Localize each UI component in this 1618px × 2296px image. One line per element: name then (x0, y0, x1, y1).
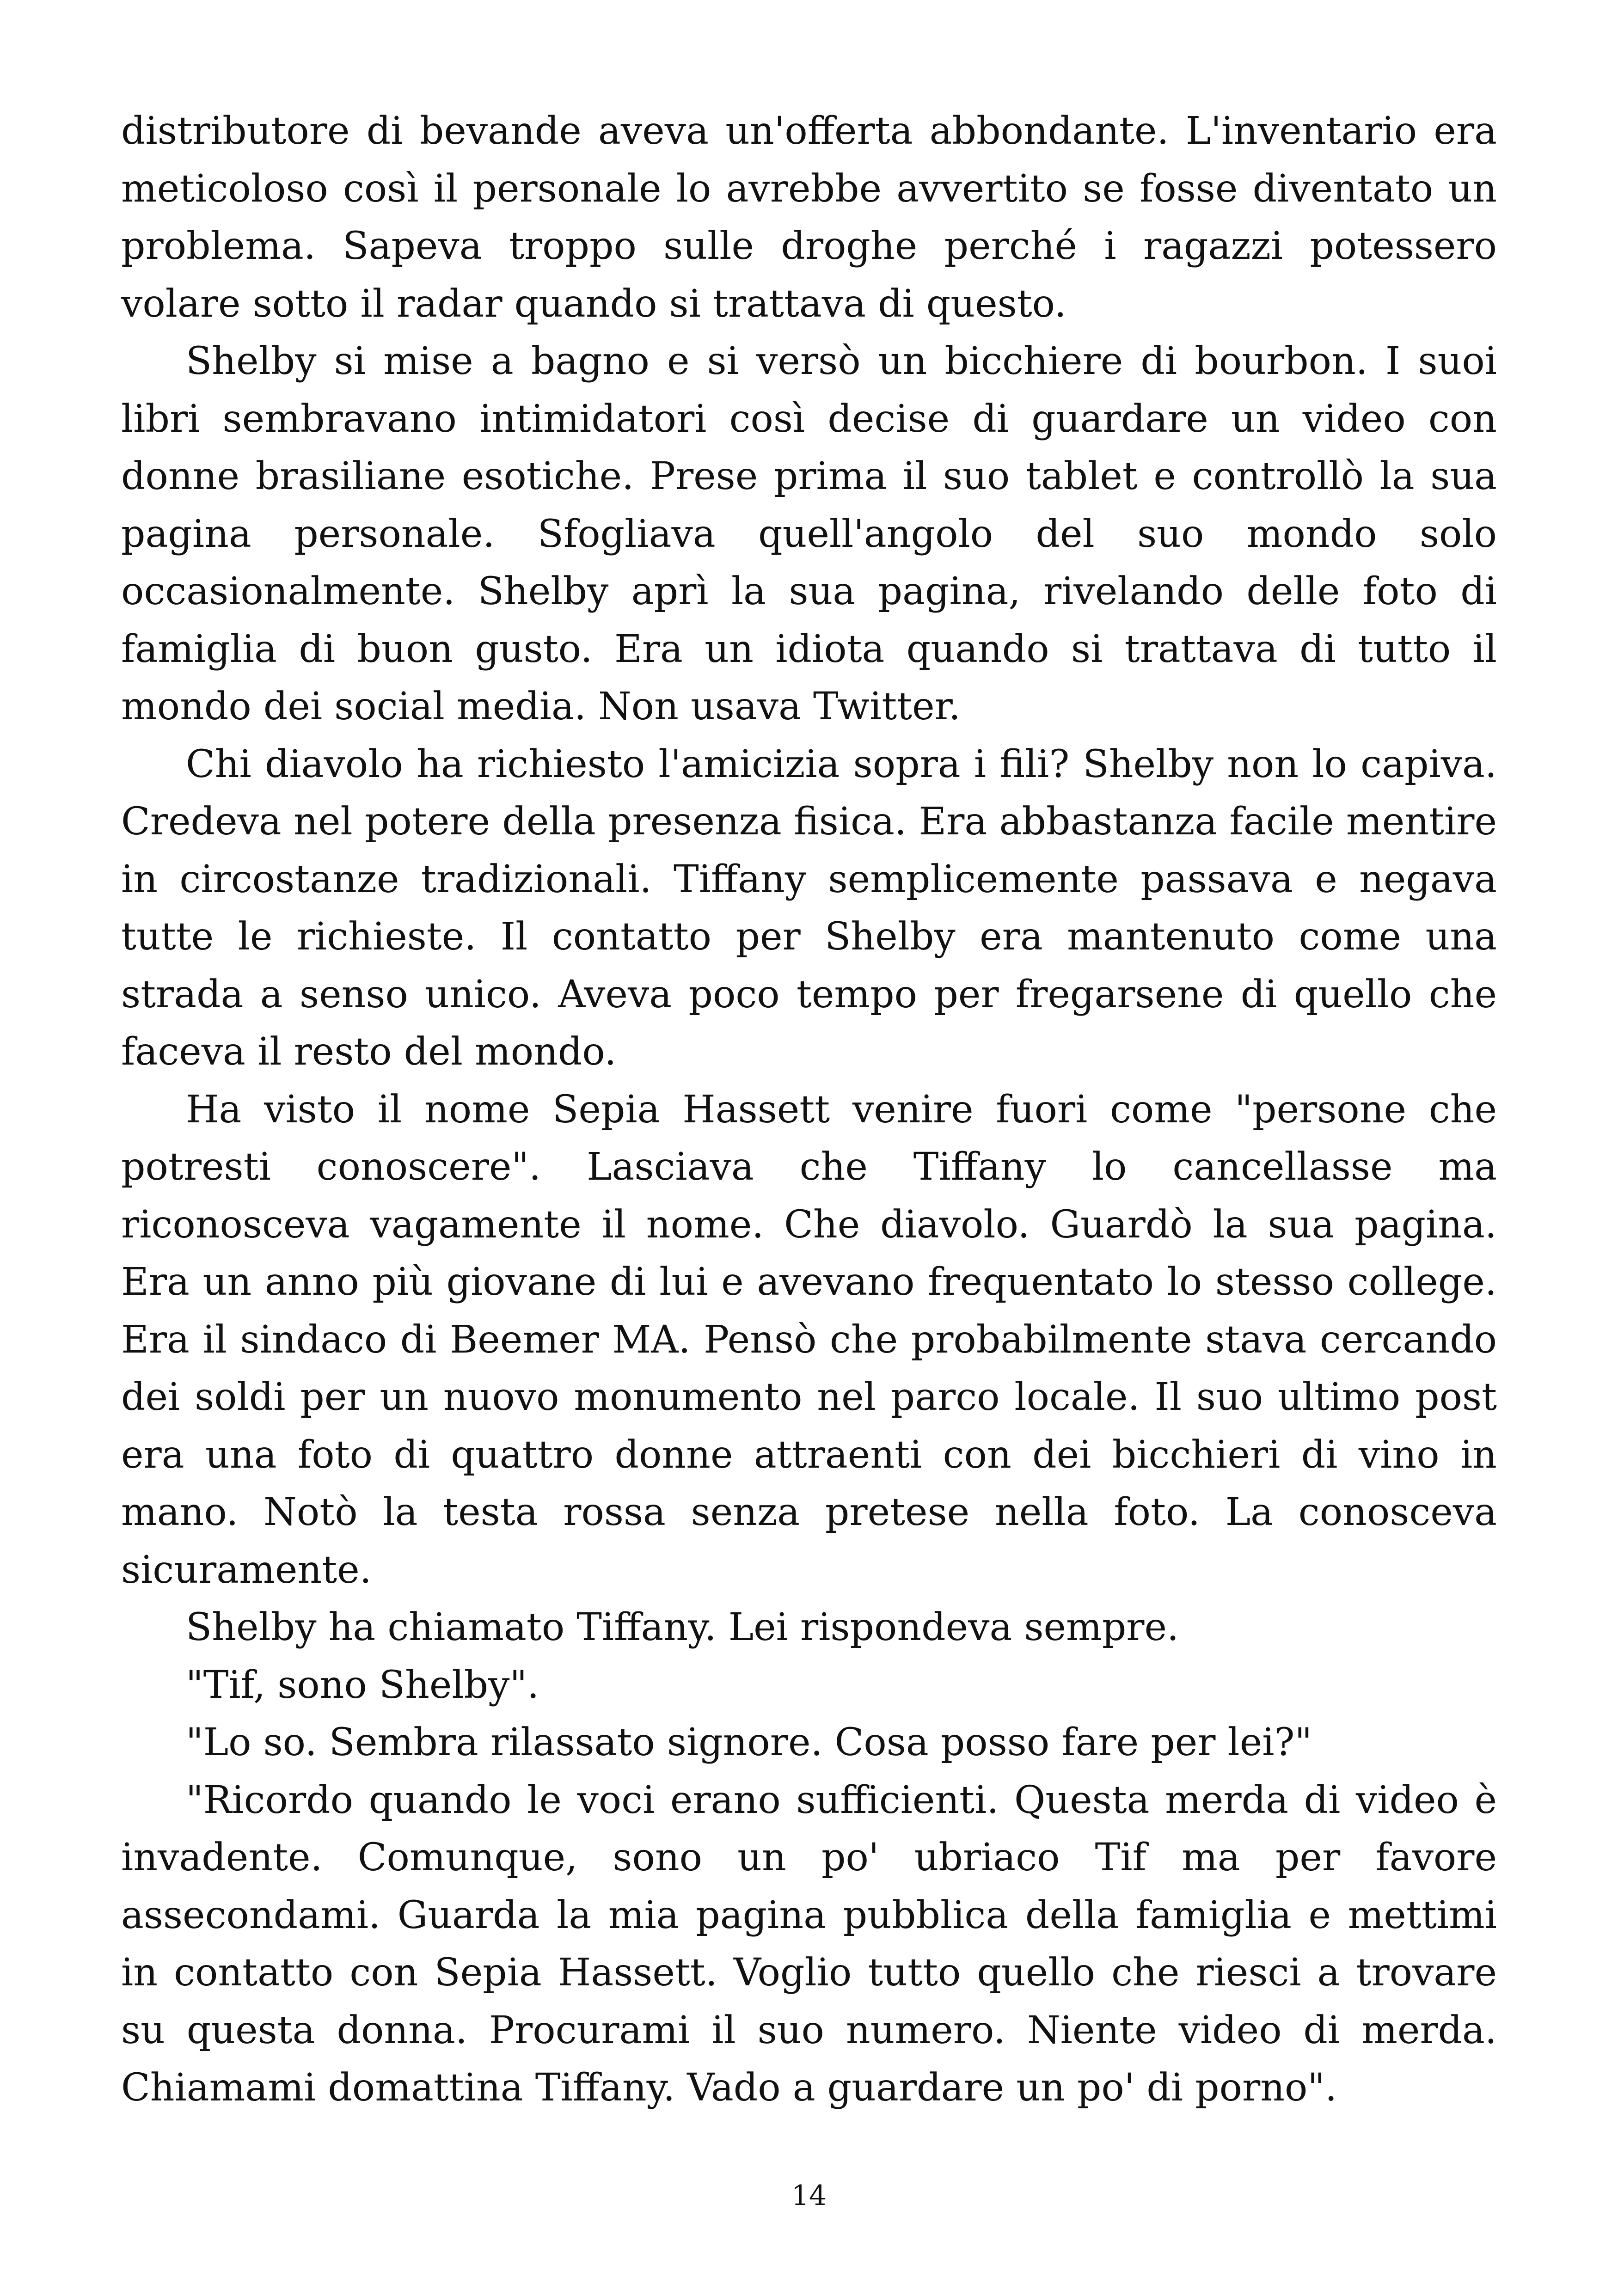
paragraph: "Tif, sono Shelby". (186, 1663, 539, 1707)
paragraph: Chi diavolo ha richiesto l'amicizia sopra i fili? Shelby non lo capiva. Credeva nel potere della presenza fisica. Era abbastanza facile mentire in circostanze tradizionali. Tiffany semplicemente passava e negava tutte le richieste. Il contatto per Shelby era mantenuto come una strada a senso unico. Aveva poco tempo per fregarsene di quello che faceva il resto del mondo. (121, 742, 1497, 1074)
paragraph: "Lo so. Sembra rilassato signore. Cosa posso fare per lei?" (186, 1720, 1312, 1764)
paragraph: Ha visto il nome Sepia Hassett venire fuori come "persone che potresti conoscere". Lasciava che Tiffany lo cancellasse ma riconosceva vagamente il nome. Che diavolo. Guardò la sua pagina. Era un anno più giovane di lui e avevano frequentato lo stesso college. Era il sindaco di Beemer MA. Pensò che probabilmente stava cercando dei soldi per un nuovo monumento nel parco locale. Il suo ultimo post era una foto di quattro donne attraenti con dei bicchieri di vino in mano. Notò la testa rossa senza pretese nella foto. La conosceva sicuramente. (121, 1087, 1497, 1592)
paragraph: Shelby ha chiamato Tiffany. Lei rispondeva sempre. (186, 1605, 1179, 1649)
paragraph: Shelby si mise a bagno e si versò un bicchiere di bourbon. I suoi libri sembravano intimidatori così decise di guardare un video con donne brasiliane esotiche. Prese prima il suo tablet e controllò la sua pagina personale. Sfogliava quell'angolo del suo mondo solo occasionalmente. Shelby aprì la sua pagina, rivelando delle foto di famiglia di buon gusto. Era un idiota quando si trattava di tutto il mondo dei social media. Non usava Twitter. (121, 339, 1497, 729)
paragraph: "Ricordo quando le voci erano sufficienti. Questa merda di video è invadente. Comunque, sono un po' ubriaco Tif ma per favore assecondami. Guarda la mia pagina pubblica della famiglia e mettimi in contatto con Sepia Hassett. Voglio tutto quello che riesci a trovare su questa donna. Procurami il suo numero. Niente video di merda. Chiamami domattina Tiffany. Vado a guardare un po' di porno". (121, 1778, 1497, 2110)
body-text (121, 103, 1497, 2117)
page-number: 14 (791, 2180, 827, 2212)
paragraph: distributore di bevande aveva un'offerta abbondante. L'inventario era meticoloso così il personale lo avrebbe avvertito se fosse diventato un problema. Sapeva troppo sulle droghe perché i ragazzi potessero volare sotto il radar quando si trattava di questo. (121, 109, 1497, 326)
